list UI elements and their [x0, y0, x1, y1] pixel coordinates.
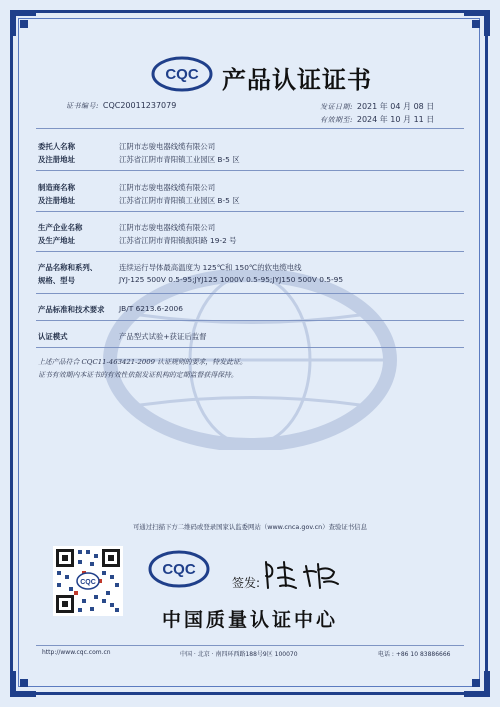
client-address-value: 江苏省江阴市青阳镇工业园区 B-5 区	[119, 155, 240, 164]
product-line-1: 连续运行导体最高温度为 125℃和 150℃的软电缆电线	[119, 263, 302, 272]
valid-until-label: 有效期至:	[320, 116, 353, 124]
cqc-logo-icon	[148, 550, 210, 588]
corner-ornament-icon	[10, 671, 36, 697]
svg-text:CQC: CQC	[80, 579, 96, 586]
divider	[36, 211, 464, 212]
verify-instruction: 可通过扫描下方二维码或登录国家认监委网站（www.cnca.gov.cn）查验证书信息	[133, 523, 367, 531]
product-line-2: JYJ-125 500V 0.5-95;JYJ125 1000V 0.5-95;JYJ150 500V 0.5-95	[119, 275, 344, 284]
factory-address-value: 江苏省江阴市青阳镇振阳路 19-2 号	[119, 236, 237, 245]
certificate-title: 产品认证证书	[222, 65, 372, 94]
divider	[36, 251, 464, 252]
cqc-logo-icon	[151, 56, 213, 92]
mode-value: 产品型式试验+获证后监督	[119, 332, 207, 341]
mode-label: 认证模式	[38, 332, 68, 341]
footer-website[interactable]: http://www.cqc.com.cn	[42, 649, 111, 656]
issue-date	[320, 101, 434, 112]
standard-value: JB/T 6213.6-2006	[119, 304, 183, 313]
corner-ornament-icon	[464, 10, 490, 36]
note-line-1: 上述产品符合 CQC11-463421-2009 认证规则的要求，特发此证。	[38, 358, 247, 366]
manufacturer-name-value: 江阴市志骏电器线缆有限公司	[119, 183, 216, 192]
valid-until-value: 2024 年 10 月 11 日	[356, 115, 435, 124]
client-address-label: 及注册地址	[38, 155, 75, 164]
client-name-value: 江阴市志骏电器线缆有限公司	[119, 142, 216, 151]
cert-number-value: CQC20011237079	[102, 101, 177, 110]
footer-phone: 电话 : +86 10 83886666	[378, 651, 451, 658]
factory-address-label: 及生产地址	[38, 236, 75, 245]
svg-text:CQC: CQC	[162, 561, 196, 578]
standard-label: 产品标准和技术要求	[38, 305, 105, 314]
svg-text:CQC: CQC	[165, 66, 199, 83]
divider	[36, 645, 464, 646]
corner-ornament-icon	[464, 671, 490, 697]
issue-date-value: 2021 年 04 月 08 日	[356, 102, 435, 111]
product-label-2: 规格、型号	[38, 276, 75, 285]
corner-ornament-icon	[10, 10, 36, 36]
signature-label: 签发:	[232, 576, 261, 590]
cert-number-label: 证书编号:	[66, 102, 99, 110]
issuing-organization: 中国质量认证中心	[161, 609, 338, 631]
divider	[36, 320, 464, 321]
product-label-1: 产品名称和系列、	[38, 263, 98, 272]
cert-number	[66, 101, 176, 111]
manufacturer-address-label: 及注册地址	[38, 196, 75, 205]
signature-icon	[262, 556, 342, 592]
divider	[36, 128, 464, 129]
manufacturer-address-value: 江苏省江阴市青阳镇工业园区 B-5 区	[119, 196, 240, 205]
issue-date-label: 发证日期:	[320, 103, 353, 111]
note-line-2: 证书有效期内本证书的有效性依据发证机构的定期监督获得保持。	[38, 371, 238, 379]
factory-name-value: 江阴市志骏电器线缆有限公司	[119, 223, 216, 232]
manufacturer-name-label: 制造商名称	[38, 183, 75, 192]
divider	[36, 170, 464, 171]
divider	[36, 293, 464, 294]
divider	[36, 347, 464, 348]
valid-until	[320, 114, 434, 125]
footer-address: 中国 · 北京 · 南四环西路188号9区 100070	[180, 651, 298, 658]
factory-name-label: 生产企业名称	[38, 223, 83, 232]
client-name-label: 委托人名称	[38, 142, 75, 151]
